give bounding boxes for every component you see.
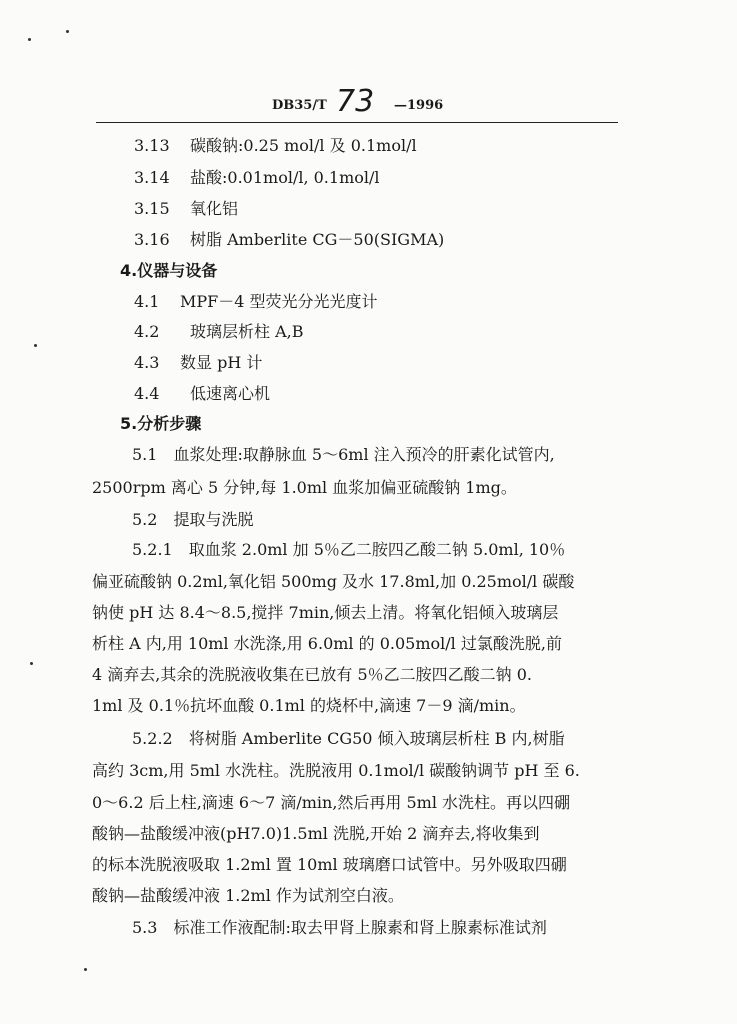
- section-heading: 4.仪器与设备: [120, 261, 218, 280]
- list-item: 4.3 数显 pH 计: [134, 353, 263, 372]
- scan-speck: [30, 662, 33, 665]
- paragraph-line: 酸钠—盐酸缓冲液 1.2ml 作为试剂空白液。: [92, 886, 404, 905]
- scan-speck: [84, 968, 87, 971]
- paragraph-line: 钠使 pH 达 8.4～8.5,搅拌 7min,倾去上清。将氧化铝倾入玻璃层: [92, 603, 559, 622]
- header-rule: [96, 122, 618, 123]
- paragraph-line: 5.3 标准工作液配制:取去甲肾上腺素和肾上腺素标准试剂: [132, 918, 547, 937]
- list-item: 4.2 玻璃层析柱 A,B: [134, 322, 304, 341]
- paragraph-line: 5.2 提取与洗脱: [132, 510, 254, 529]
- paragraph-line: 4 滴弃去,其余的洗脱液收集在已放有 5％乙二胺四乙酸二钠 0.: [92, 665, 532, 684]
- list-item: 3.15 氧化铝: [134, 199, 239, 218]
- paragraph-line: 高约 3cm,用 5ml 水洗柱。洗脱液用 0.1mol/l 碳酸钠调节 pH 至 6.: [92, 761, 580, 780]
- paragraph-line: 2500rpm 离心 5 分钟,每 1.0ml 血浆加偏亚硫酸钠 1mg。: [92, 478, 517, 497]
- standard-number: 73: [336, 84, 375, 119]
- list-item: 3.16 树脂 Amberlite CG－50(SIGMA): [134, 230, 445, 249]
- paragraph-line: 析柱 A 内,用 10ml 水洗涤,用 6.0ml 的 0.05mol/l 过氯酸洗脱,前: [92, 634, 562, 653]
- paragraph-line: 5.2.2 将树脂 Amberlite CG50 倾入玻璃层析柱 B 内,树脂: [132, 729, 565, 748]
- paragraph-line: 偏亚硫酸钠 0.2ml,氧化铝 500mg 及水 17.8ml,加 0.25mol/l 碳酸: [92, 572, 575, 591]
- page-header: [0, 84, 737, 124]
- paragraph-line: 0～6.2 后上柱,滴速 6～7 滴/min,然后再用 5ml 水洗柱。再以四硼: [92, 793, 571, 812]
- paragraph-line: 酸钠—盐酸缓冲液(pH7.0)1.5ml 洗脱,开始 2 滴弃去,将收集到: [92, 824, 540, 843]
- list-item: 3.13 碳酸钠:0.25 mol/l 及 0.1mol/l: [134, 136, 417, 155]
- paragraph-line: 5.1 血浆处理:取静脉血 5～6ml 注入预冷的肝素化试管内,: [132, 445, 555, 464]
- paragraph-line: 5.2.1 取血浆 2.0ml 加 5％乙二胺四乙酸二钠 5.0ml, 10％: [132, 540, 566, 559]
- list-item: 4.1 MPF－4 型荧光分光光度计: [134, 292, 378, 311]
- section-heading: 5.分析步骤: [120, 414, 202, 433]
- list-item: 3.14 盐酸:0.01mol/l, 0.1mol/l: [134, 168, 380, 187]
- paragraph-line: 的标本洗脱液吸取 1.2ml 置 10ml 玻璃磨口试管中。另外吸取四硼: [92, 855, 567, 874]
- standard-code: DB35/T: [272, 98, 327, 113]
- scan-speck: [34, 344, 37, 347]
- standard-year: —1996: [394, 98, 444, 113]
- list-item: 4.4 低速离心机: [134, 384, 271, 403]
- scan-speck: [28, 38, 31, 41]
- scan-speck: [66, 30, 69, 33]
- paragraph-line: 1ml 及 0.1％抗坏血酸 0.1ml 的烧杯中,滴速 7－9 滴/min。: [92, 696, 526, 715]
